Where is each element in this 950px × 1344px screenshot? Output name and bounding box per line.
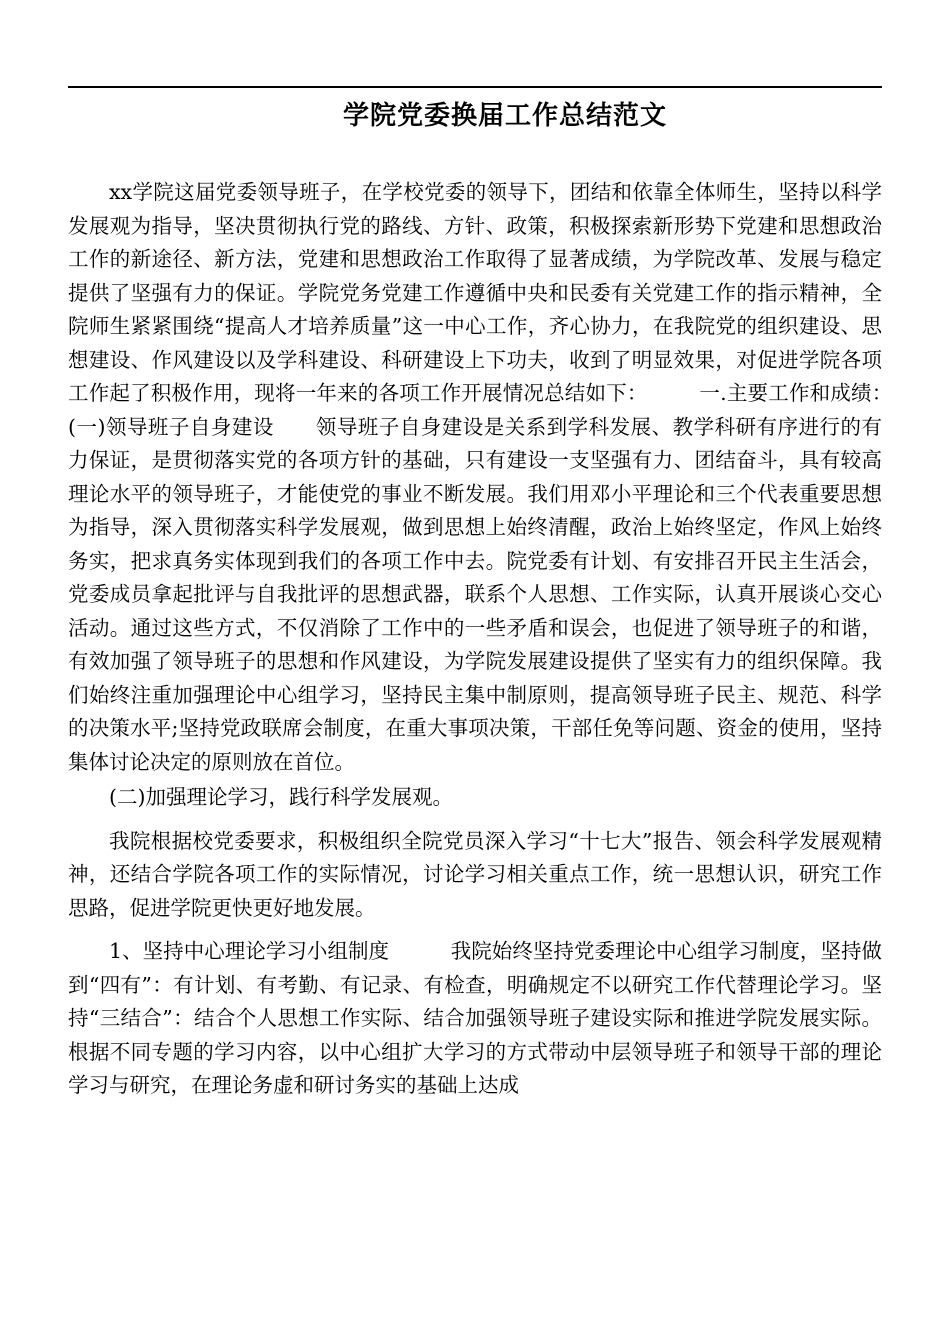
document-title: 学院党委换届工作总结范文 xyxy=(342,101,667,131)
paragraph-study-system: 1、坚持中心理论学习小组制度 我院始终坚持党委理论中心组学习制度，坚持做到“四有”：有计划、有考勤、有记录、有检查，明确规定不以研究工作代替理论学习。坚持“三结合”：结合个人思想工作实际、结合加强领导班子建设实际和推进学院发展实际。根据不同专题的学习内容，以中心组扩大学习的方式带动中层领导班子和领导干部的理论学习与研究，在理论务虚和研讨务实的基础上达成 xyxy=(68,939,882,1097)
document-body xyxy=(68,176,944,1103)
paragraph-section-2: (二)加强理论学习，践行科学发展观。 xyxy=(109,785,453,809)
paragraph-theory-study: 我院根据校党委要求，积极组织全院党员深入学习“十七大”报告、领会科学发展观精神，还结合学院各项工作的实际情况，讨论学习相关重点工作，统一思想认识，研究工作思路，促进学院更快更好地发展。 xyxy=(68,828,882,920)
header-rule xyxy=(68,86,882,88)
document-page xyxy=(68,0,944,1344)
paragraph-intro: xx学院这届党委领导班子，在学校党委的领导下，团结和依靠全体师生，坚持以科学发展观为指导，坚决贯彻执行党的路线、方针、政策，积极探索新形势下党建和思想政治工作的新途径、新方法，党建和思想政治工作取得了显著成绩，为学院改革、发展与稳定提供了坚强有力的保证。学院党务党建工作遵循中央和民委有关党建工作的指示精神，全院师生紧紧围绕“提高人才培养质量”这一中心工作，齐心协力，在我院党的组织建设、思想建设、作风建设以及学科建设、科研建设上下功夫，收到了明显效果，对促进学院各项工作起了积极作用，现将一年来的各项工作开展情况总结如下： 一.主要工作和成绩： (一)领导班子自身建设 领导班子自身建设是关系到学科发展、教学科研有序进行的有力保证，是贯彻落实党的各项方针的基础，只有建设一支坚强有力、团结奋斗，具有较高理论水平的领导班子，才能使党的事业不断发展。我们用邓小平理论和三个代表重要思想为指导，深入贯彻落实科学发展观，做到思想上始终清醒，政治上始终坚定，作风上始终务实，把求真务实体现到我们的各项工作中去。院党委有计划、有安排召开民主生活会，党委成员拿起批评与自我批评的思想武器，联系个人思想、工作实际，认真开展谈心交心活动。通过这些方式，不仅消除了工作中的一些矛盾和误会，也促进了领导班子的和谐，有效加强了领导班子的思想和作风建设，为学院发展建设提供了坚实有力的组织保障。我们始终注重加强理论中心组学习，坚持民主集中制原则，提高领导班子民主、规范、科学的决策水平;坚持党政联席会制度，在重大事项决策，干部任免等问题、资金的使用，坚持集体讨论决定的原则放在首位。 xyxy=(68,180,944,774)
